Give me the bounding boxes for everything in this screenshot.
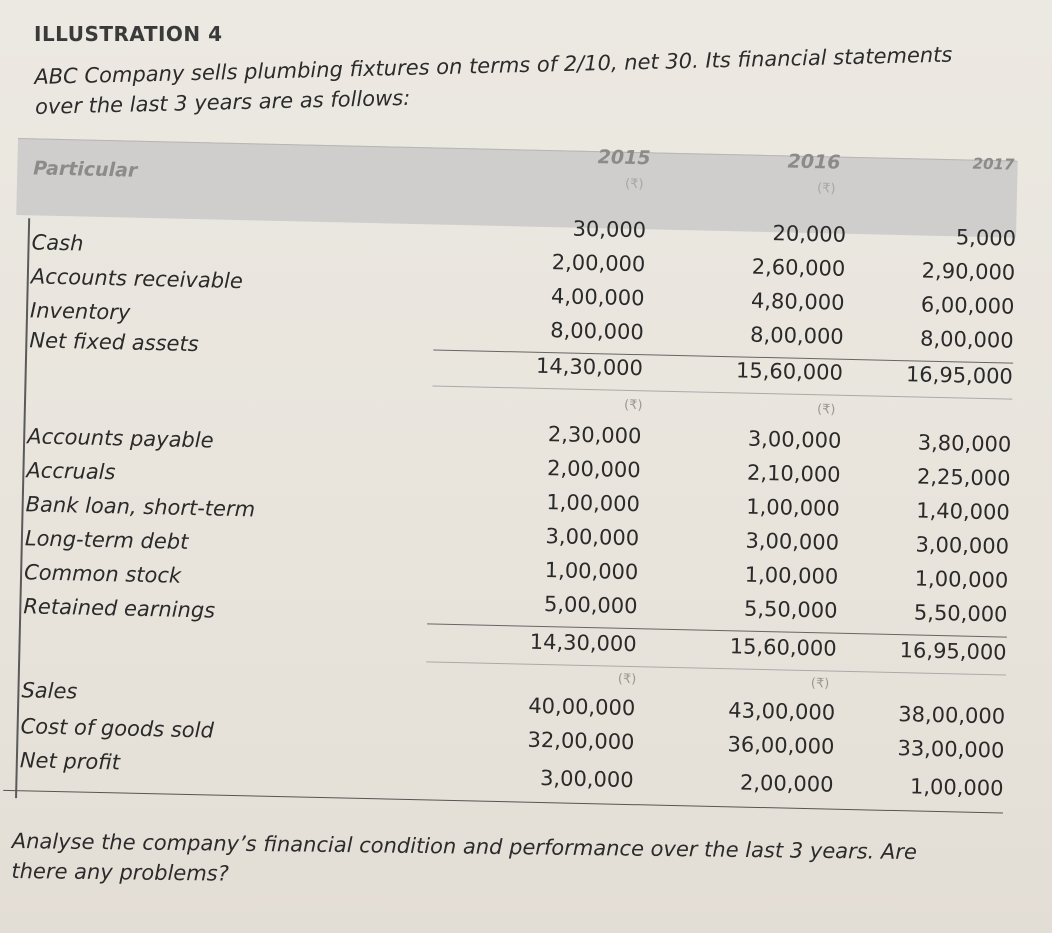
header-year-2017: 2017 bbox=[972, 154, 1015, 174]
currency-2015-income: (₹) bbox=[617, 671, 637, 688]
problem-statement-line-2: over the last 3 years are as follows: bbox=[34, 85, 411, 119]
row-label: Accounts payable bbox=[26, 424, 214, 453]
cell-2016: 2,00,000 bbox=[739, 770, 834, 797]
cell-2016: 2,60,000 bbox=[751, 254, 846, 281]
cell-2017: 1,40,000 bbox=[915, 498, 1011, 525]
cell-2016: 2,10,000 bbox=[746, 460, 841, 487]
cell-2016: 8,00,000 bbox=[749, 322, 844, 349]
cell-2017: 6,00,000 bbox=[920, 292, 1015, 319]
problem-statement-line-1: ABC Company sells plumbing fixtures on terms of 2/10, net 30. Its financial statements bbox=[34, 42, 953, 89]
total-2017: 16,95,000 bbox=[905, 362, 1014, 389]
total-2015: 14,30,000 bbox=[529, 629, 637, 657]
cell-2016: 3,00,000 bbox=[747, 426, 842, 453]
cell-2015: 5,00,000 bbox=[543, 592, 638, 619]
currency-2016: (₹) bbox=[816, 402, 836, 418]
header-currency-2016: (₹) bbox=[816, 181, 836, 197]
cell-2015: 3,00,000 bbox=[539, 766, 634, 793]
currency-2015: (₹) bbox=[623, 397, 643, 414]
cell-2016: 36,00,000 bbox=[727, 732, 835, 759]
row-label: Retained earnings bbox=[23, 594, 216, 623]
total-2017: 16,95,000 bbox=[899, 638, 1007, 665]
header-year-2015: 2015 bbox=[597, 146, 651, 170]
cell-2016: 1,00,000 bbox=[744, 562, 839, 589]
row-label: Sales bbox=[21, 678, 78, 704]
row-label: Net profit bbox=[19, 748, 121, 775]
cell-2017: 3,80,000 bbox=[917, 430, 1012, 457]
row-label: Cash bbox=[31, 230, 84, 256]
cell-2016: 20,000 bbox=[772, 221, 847, 247]
row-label: Long-term debt bbox=[24, 526, 189, 554]
cell-2015: 3,00,000 bbox=[545, 524, 640, 551]
problem-statement bbox=[34, 38, 1025, 122]
row-label: Accruals bbox=[26, 458, 116, 485]
row-label: Accounts receivable bbox=[30, 264, 244, 294]
cell-2017: 38,00,000 bbox=[897, 702, 1006, 729]
cell-2017: 5,000 bbox=[955, 225, 1017, 251]
question-line-2: there any problems? bbox=[11, 858, 230, 886]
cell-2015: 2,00,000 bbox=[546, 456, 641, 483]
total-2016: 15,60,000 bbox=[735, 358, 844, 385]
cell-2015: 1,00,000 bbox=[544, 558, 639, 585]
cell-2016: 4,80,000 bbox=[750, 288, 845, 315]
cell-2017: 1,00,000 bbox=[914, 566, 1009, 593]
row-label: Bank loan, short-term bbox=[25, 492, 256, 522]
cell-2017: 5,50,000 bbox=[913, 600, 1008, 627]
cell-2017: 33,00,000 bbox=[897, 736, 1005, 763]
row-label: Net fixed assets bbox=[29, 328, 199, 357]
cell-2017: 1,00,000 bbox=[909, 774, 1004, 801]
row-label: Inventory bbox=[29, 298, 131, 325]
header-particular: Particular bbox=[33, 157, 138, 182]
cell-2016: 3,00,000 bbox=[745, 528, 840, 555]
header-year-2016: 2016 bbox=[787, 150, 841, 174]
cell-2015: 1,00,000 bbox=[546, 490, 641, 517]
row-label: Cost of goods sold bbox=[20, 714, 215, 743]
financial-statements-table bbox=[2, 138, 1017, 851]
row-label: Common stock bbox=[23, 560, 182, 588]
cell-2017: 8,00,000 bbox=[919, 326, 1014, 353]
question-text bbox=[11, 826, 1022, 898]
cell-2015: 4,00,000 bbox=[550, 284, 645, 311]
cell-2015: 30,000 bbox=[572, 216, 647, 243]
cell-2016: 1,00,000 bbox=[746, 494, 841, 521]
cell-2016: 5,50,000 bbox=[743, 596, 838, 623]
cell-2015: 2,30,000 bbox=[547, 422, 642, 449]
cell-2017: 2,25,000 bbox=[916, 464, 1011, 491]
total-2015: 14,30,000 bbox=[535, 353, 644, 381]
header-currency-2015: (₹) bbox=[624, 176, 644, 193]
cell-2015: 8,00,000 bbox=[549, 318, 645, 345]
cell-2015: 40,00,000 bbox=[528, 693, 636, 721]
cell-2016: 43,00,000 bbox=[728, 698, 836, 725]
illustration-heading: ILLUSTRATION 4 bbox=[34, 22, 223, 46]
cell-2015: 32,00,000 bbox=[527, 727, 635, 755]
cell-2015: 2,00,000 bbox=[551, 250, 646, 277]
cell-2017: 2,90,000 bbox=[921, 258, 1016, 285]
currency-2016-income: (₹) bbox=[810, 676, 830, 692]
total-2016: 15,60,000 bbox=[729, 634, 837, 661]
cell-2017: 3,00,000 bbox=[915, 532, 1010, 559]
question-line-1: Analyse the company’s financial condition and performance over the last 3 years. Are bbox=[11, 828, 918, 865]
